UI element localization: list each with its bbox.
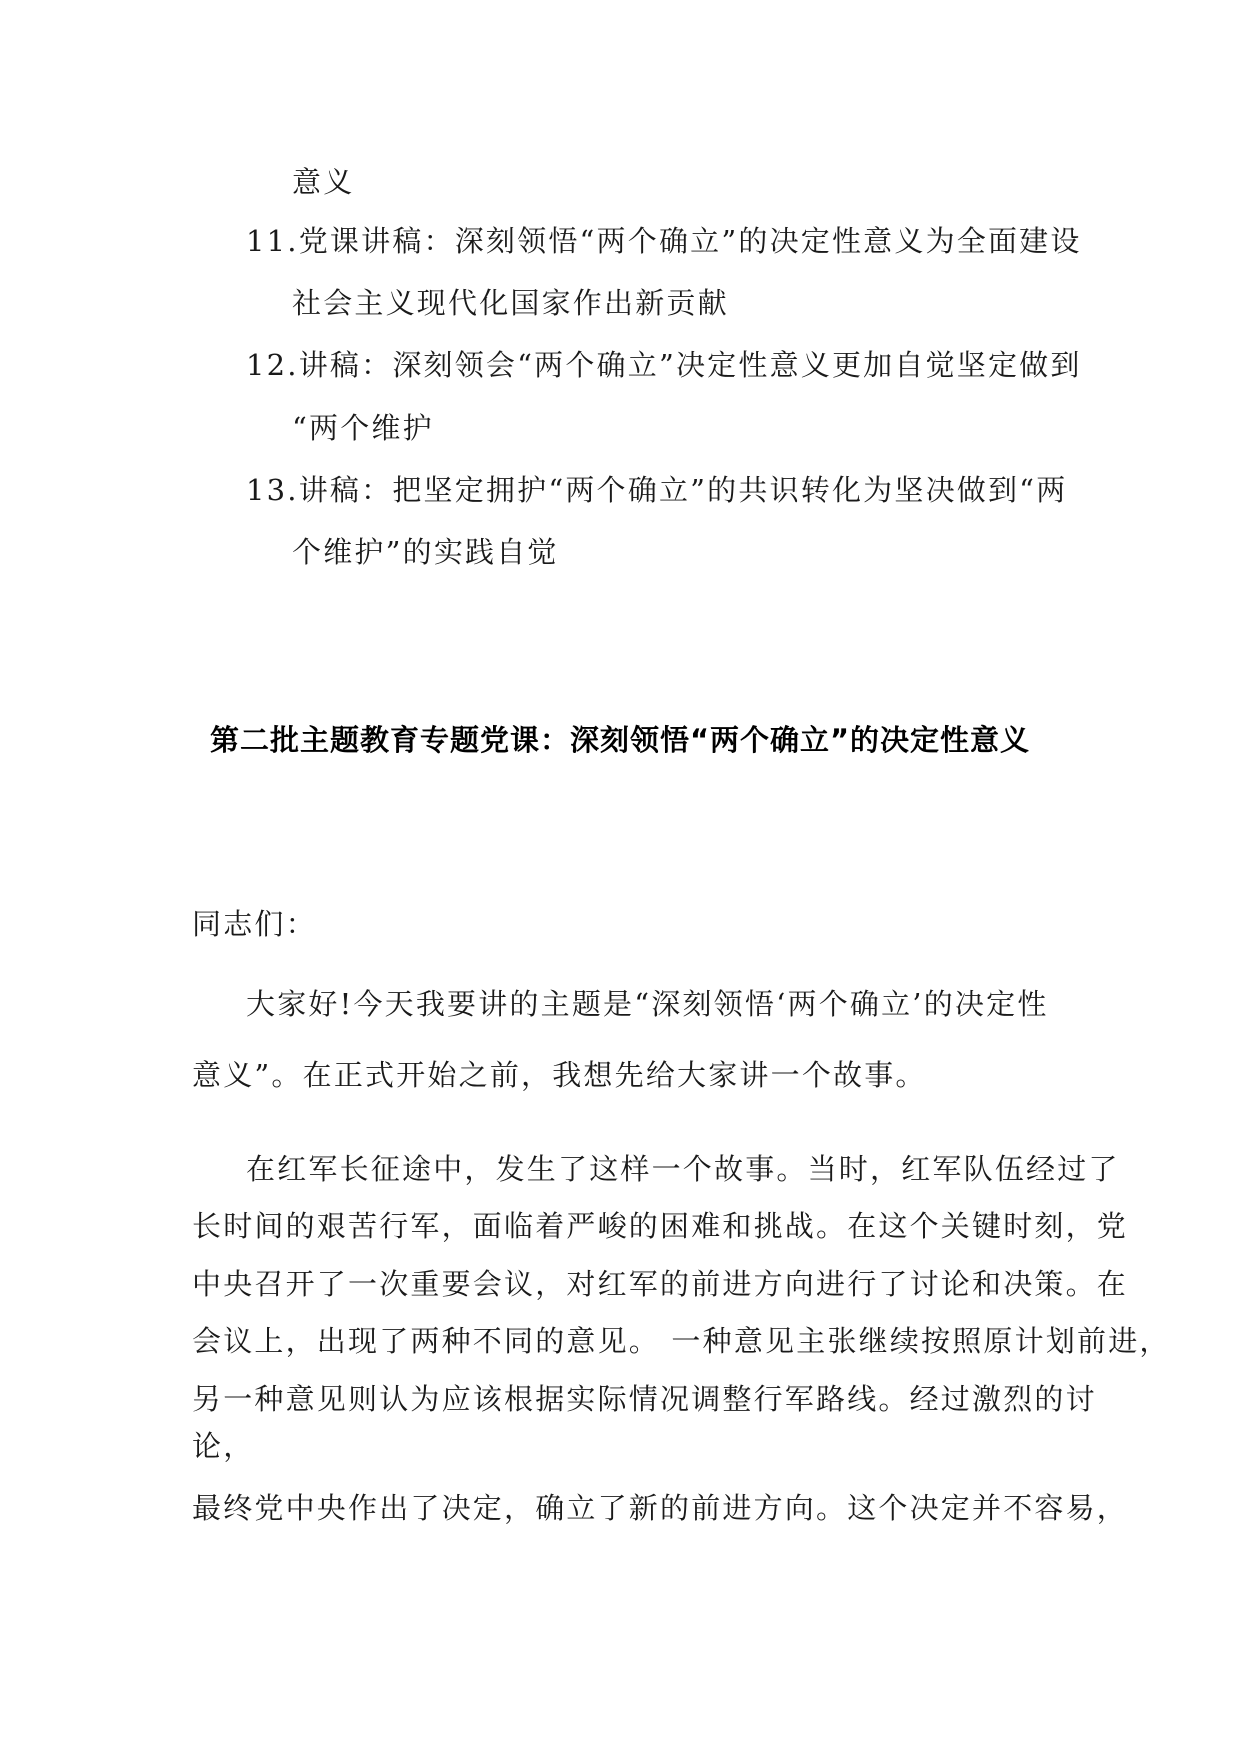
toc-item-11-number: 11. bbox=[246, 224, 299, 258]
toc-item-12-number: 12. bbox=[246, 348, 299, 382]
paragraph-1-line-1: 大家好!今天我要讲的主题是“深刻领悟‘两个确立’的决定性 bbox=[246, 987, 1049, 1021]
toc-item-13-title: 讲稿：把坚定拥护“两个确立”的共识转化为坚决做到“两 bbox=[298, 473, 1068, 507]
paragraph-2-line-6: 论， bbox=[192, 1429, 255, 1463]
paragraph-2-line-7: 最终党中央作出了决定，确立了新的前进方向。这个决定并不容易， bbox=[192, 1491, 1129, 1525]
toc-item-11-title: 党课讲稿：深刻领悟“两个确立”的决定性意义为全面建设 bbox=[298, 224, 1082, 258]
paragraph-1-line-2: 意义”。在正式开始之前，我想先给大家讲一个故事。 bbox=[192, 1058, 927, 1092]
toc-item-11-line2: 社会主义现代化国家作出新贡献 bbox=[292, 286, 729, 320]
toc-item-10-continuation: 意义 bbox=[292, 165, 355, 199]
paragraph-2-line-1: 在红军长征途中，发生了这样一个故事。当时，红军队伍经过了 bbox=[246, 1152, 1120, 1186]
toc-item-13-number: 13. bbox=[246, 473, 299, 507]
article-title: 第二批主题教育专题党课：深刻领悟“两个确立”的决定性意义 bbox=[209, 723, 1031, 757]
paragraph-2-line-2: 长时间的艰苦行军，面临着严峻的困难和挑战。在这个关键时刻，党 bbox=[192, 1209, 1129, 1243]
toc-item-13-line1 bbox=[246, 470, 1067, 510]
toc-item-11-line1 bbox=[246, 221, 1082, 261]
toc-item-12-line1 bbox=[246, 345, 1082, 385]
toc-item-12-line2: “两个维护 bbox=[292, 411, 434, 445]
paragraph-2-line-5: 另一种意见则认为应该根据实际情况调整行军路线。经过激烈的讨 bbox=[192, 1382, 1097, 1416]
toc-item-13-line2: 个维护”的实践自觉 bbox=[292, 535, 559, 569]
toc-item-12-title: 讲稿：深刻领会“两个确立”决定性意义更加自觉坚定做到 bbox=[298, 348, 1082, 382]
paragraph-2-line-4: 会议上，出现了两种不同的意见。 一种意见主张继续按照原计划前进， bbox=[192, 1324, 1171, 1358]
salutation: 同志们： bbox=[192, 907, 317, 941]
paragraph-2-line-3: 中央召开了一次重要会议，对红军的前进方向进行了讨论和决策。在 bbox=[192, 1267, 1129, 1301]
